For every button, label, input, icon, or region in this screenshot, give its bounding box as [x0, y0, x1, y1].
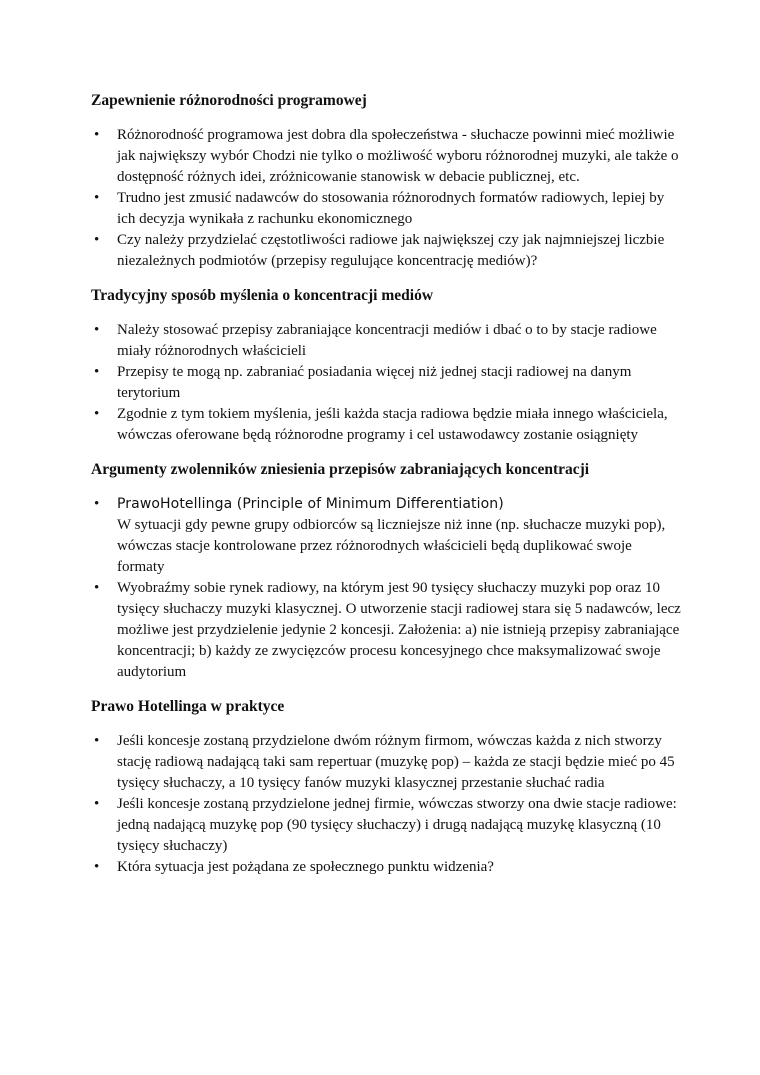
list-item-text: Jeśli koncesje zostaną przydzielone jednej firmie, wówczas stworzy ona dwie stacje radiowe: jedną nadającą muzykę pop (90 tysięcy słuchaczy) i drugą nadającą muzykę klasyczną (10 tysięcy słuchaczy)	[117, 796, 677, 854]
section-traditional-thinking	[91, 285, 681, 446]
bullet-list	[91, 494, 681, 683]
section-heading: Zapewnienie różnorodności programowej	[91, 92, 367, 109]
list-item-text: Przepisy te mogą np. zabraniać posiadania więcej niż jednej stacji radiowej na danym terytorium	[117, 364, 632, 401]
list-item	[91, 731, 681, 794]
bullet-icon: •	[94, 496, 100, 512]
section-programming-diversity	[91, 90, 681, 272]
list-item	[91, 125, 681, 188]
bullet-list	[91, 731, 681, 878]
list-item-text: Trudno jest zmusić nadawców do stosowania różnorodnych formatów radiowych, lepiej by ich decyzja wynikała z rachunku ekonomicznego	[117, 190, 665, 227]
list-item-text: Różnorodność programowa jest dobra dla społeczeństwa - słuchacze powinni mieć możliwie jak największy wybór Chodzi nie tylko o możliwość wyboru różnorodnej muzyki, ale także o dostępność różnych idei, zróżnicowanie stanowisk w debacie publicznej, etc.	[117, 127, 679, 185]
document-page	[91, 90, 681, 891]
list-item	[91, 857, 681, 878]
section-hotelling-in-practice	[91, 696, 681, 878]
section-heading: Tradycyjny sposób myślenia o koncentracji mediów	[91, 287, 434, 304]
bullet-icon: •	[94, 796, 100, 812]
section-heading: Prawo Hotellinga w praktyce	[91, 698, 285, 715]
bullet-icon: •	[94, 859, 100, 875]
section-arguments	[91, 459, 681, 683]
bullet-list	[91, 125, 681, 272]
bullet-icon: •	[94, 127, 100, 143]
list-item-text: Czy należy przydzielać częstotliwości radiowe jak największej czy jak najmniejszej liczbie niezależnych podmiotów (przepisy regulujące koncentrację mediów)?	[117, 232, 665, 269]
list-item-text: Która sytuacja jest pożądana ze społecznego punktu widzenia?	[117, 859, 494, 875]
bullet-icon: •	[94, 364, 100, 380]
list-item	[91, 578, 681, 683]
list-item	[91, 320, 681, 362]
list-item-text: W sytuacji gdy pewne grupy odbiorców są liczniejsze niż inne (np. słuchacze muzyki pop), wówczas stacje kontrolowane przez różnorodnych właścicieli będą duplikować swoje formaty	[117, 517, 666, 575]
list-item-title: PrawoHotellinga (Principle of Minimum Differentiation)	[117, 496, 504, 512]
list-item	[91, 230, 681, 272]
list-item-text: Wyobraźmy sobie rynek radiowy, na którym jest 90 tysięcy słuchaczy muzyki pop oraz 10 tysięcy słuchaczy muzyki klasycznej. O utworzenie stacji radiowej stara się 5 nadawców, lecz możliwe jest przydzielenie jedynie 2 koncesji. Założenia: a) nie istnieją przepisy zabraniające koncentracji; b) każdy ze zwycięzców procesu koncesyjnego chce maksymalizować swoje audytorium	[117, 580, 681, 680]
list-item	[91, 794, 681, 857]
bullet-icon: •	[94, 406, 100, 422]
list-item	[91, 494, 681, 578]
section-heading: Argumenty zwolenników zniesienia przepisów zabraniających koncentracji	[91, 461, 590, 478]
list-item-text: Jeśli koncesje zostaną przydzielone dwóm różnym firmom, wówczas każda z nich stworzy stację radiową nadającą taki sam repertuar (muzykę pop) – każda ze stacji będzie mieć po 45 tysięcy słuchaczy, a 10 tysięcy fanów muzyki klasycznej przestanie słuchać radia	[117, 733, 675, 791]
bullet-icon: •	[94, 232, 100, 248]
list-item	[91, 188, 681, 230]
bullet-list	[91, 320, 681, 446]
list-item	[91, 362, 681, 404]
bullet-icon: •	[94, 322, 100, 338]
bullet-icon: •	[94, 580, 100, 596]
list-item	[91, 404, 681, 446]
bullet-icon: •	[94, 190, 100, 206]
bullet-icon: •	[94, 733, 100, 749]
list-item-text: Zgodnie z tym tokiem myślenia, jeśli każda stacja radiowa będzie miała innego właściciela, wówczas oferowane będą różnorodne programy i cel ustawodawcy zostanie osiągnięty	[117, 406, 668, 443]
list-item-text: Należy stosować przepisy zabraniające koncentracji mediów i dbać o to by stacje radiowe miały różnorodnych właścicieli	[117, 322, 657, 359]
